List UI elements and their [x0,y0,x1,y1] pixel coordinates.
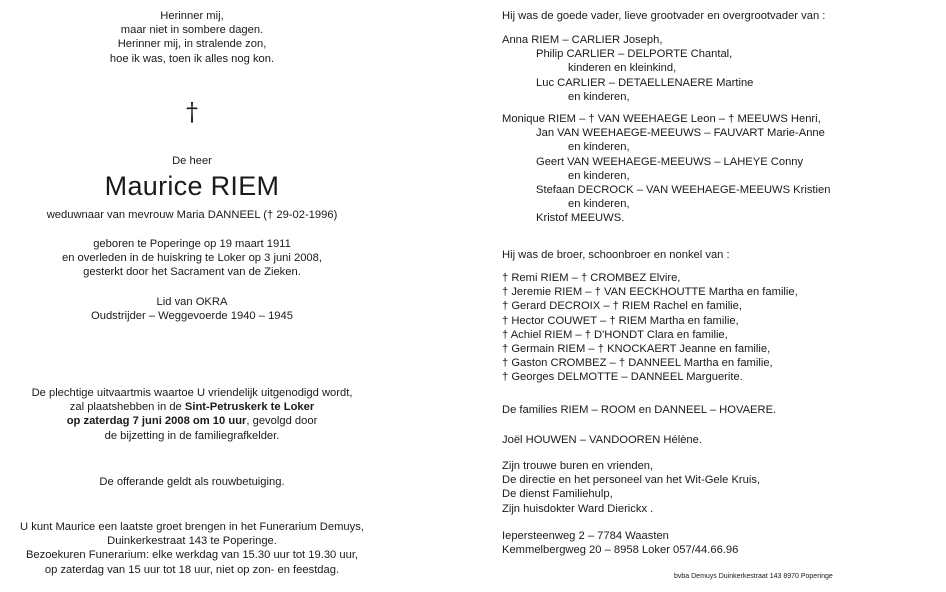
descendant-line: Kristof MEEUWS. [536,212,625,225]
ceremony-text: , gevolgd door [246,415,318,428]
poem [0,9,384,66]
poem-line: Herinner mij, in stralende zon, [117,38,267,51]
thanks-line: Zijn huisdokter Ward Dierickx . [502,502,654,515]
descendant-line: Luc CARLIER – DETAELLENAERE Martine [536,76,754,89]
deceased-name: Maurice RIEM [104,171,280,201]
cross-icon: † [186,98,198,126]
poem-line: Herinner mij, [160,10,224,22]
thanks-list [502,459,760,516]
sibling-line: † Gaston CROMBEZ – † DANNEEL Martha en familie, [502,357,773,370]
life-line: geboren te Poperinge op 19 maart 1911 [93,238,291,250]
descendant-line: Stefaan DECROCK – VAN WEEHAEGE-MEEUWS Kristien [536,184,831,197]
ceremony-line [0,414,384,428]
membership-line: Lid van OKRA [156,296,228,308]
descendant-line: en kinderen, [568,169,630,182]
sibling-line: † Germain RIEM – † KNOCKAERT Jeanne en familie, [502,343,771,356]
funeral-home-line: Bezoekuren Funerarium: elke werkdag van 15.30 uur tot 19.30 uur, [25,549,359,562]
ceremony-line [0,400,384,414]
sibling-intro: Hij was de broer, schoonbroer en nonkel van : [502,249,730,261]
ceremony-line: De plechtige uitvaartmis waartoe U vriendelijk uitgenodigd wordt, [31,387,353,399]
sibling-line: † Jeremie RIEM – † VAN EECKHOUTTE Martha en familie, [502,286,798,299]
ceremony-line: de bijzetting in de familiegrafkelder. [104,429,280,442]
families-line: De families RIEM – ROOM en DANNEEL – HOVAERE. [502,404,777,416]
descendant-line: Geert VAN WEEHAEGE-MEEUWS – LAHEYE Conny [536,155,804,168]
membership-line: Oudstrijder – Weggevoerde 1940 – 1945 [91,310,293,323]
sibling-line: † Gerard DECROIX – † RIEM Rachel en familie, [502,300,742,313]
address-line: Iepersteenweg 2 – 7784 Waasten [502,530,669,542]
sibling-line: † Remi RIEM – † CROMBEZ Elvire, [502,272,681,284]
descendant-line: en kinderen, [568,90,630,103]
life-line: en overleden in de huiskring te Loker op 3 juni 2008, [62,252,322,265]
offering-note: De offerande geldt als rouwbetuiging. [99,476,285,488]
printer-imprint: bvba Demuys Duinkerkestraat 143 8970 Poperinge [674,573,833,580]
descendant-line: en kinderen, [568,141,630,154]
funeral-home-line: U kunt Maurice een laatste groet brengen in het Funerarium Demuys, [20,521,364,533]
descendant-line: kinderen en kleinkind, [568,62,677,75]
memberships [0,295,384,323]
address-line: Kemmelbergweg 20 – 8958 Loker 057/44.66.96 [502,544,739,557]
siblings-list [502,271,798,385]
poem-line: hoe ik was, toen ik alles nog kon. [109,52,275,65]
descendant-line: Philip CARLIER – DELPORTE Chantal, [536,48,733,61]
funeral-home-line: op zaterdag van 15 uur tot 18 uur, niet op zon- en feestdag. [44,563,340,576]
sibling-line: † Georges DELMOTTE – DANNEEL Marguerite. [502,371,743,384]
descendants-group-b [502,112,830,226]
church-name: Sint-Petruskerk te Loker [184,401,315,414]
ceremony-date: op zaterdag 7 juni 2008 om 10 uur [66,415,247,428]
honorific: De heer [172,155,212,167]
funeral-home-line: Duinkerkestraat 143 te Poperinge. [107,535,277,548]
ceremony-text: zal plaatshebben in de [69,401,185,414]
descendant-line: en kinderen, [568,198,630,211]
poem-line: maar niet in sombere dagen. [120,24,264,37]
descendant-line: Monique RIEM – † VAN WEEHAEGE Leon – † MEEUWS Henri, [502,113,821,125]
father-intro: Hij was de goede vader, lieve grootvader en overgrootvader van : [502,10,826,22]
funeral-home-info [0,520,384,577]
descendant-line: Jan VAN WEEHAEGE-MEEUWS – FAUVART Marie-Anne [536,127,825,140]
right-panel [474,0,946,592]
joel-line: Joël HOUWEN – VANDOOREN Hélène. [502,434,702,446]
left-panel [0,0,470,592]
thanks-line: De dienst Familiehulp, [502,488,613,501]
life-details [0,237,384,280]
thanks-line: De directie en het personeel van het Wit-Gele Kruis, [502,474,761,487]
ceremony-info [0,386,384,443]
thanks-line: Zijn trouwe buren en vrienden, [502,460,654,472]
life-line: gesterkt door het Sacrament van de Zieken. [83,266,301,279]
addresses [502,529,738,557]
widower-line: weduwnaar van mevrouw Maria DANNEEL († 29-02-1996) [46,209,338,221]
sibling-line: † Achiel RIEM – † D'HONDT Clara en familie, [502,328,728,341]
sibling-line: † Hector COUWET – † RIEM Martha en familie, [502,314,739,327]
descendants-group-a [502,33,753,104]
descendant-line: Anna RIEM – CARLIER Joseph, [502,34,663,46]
